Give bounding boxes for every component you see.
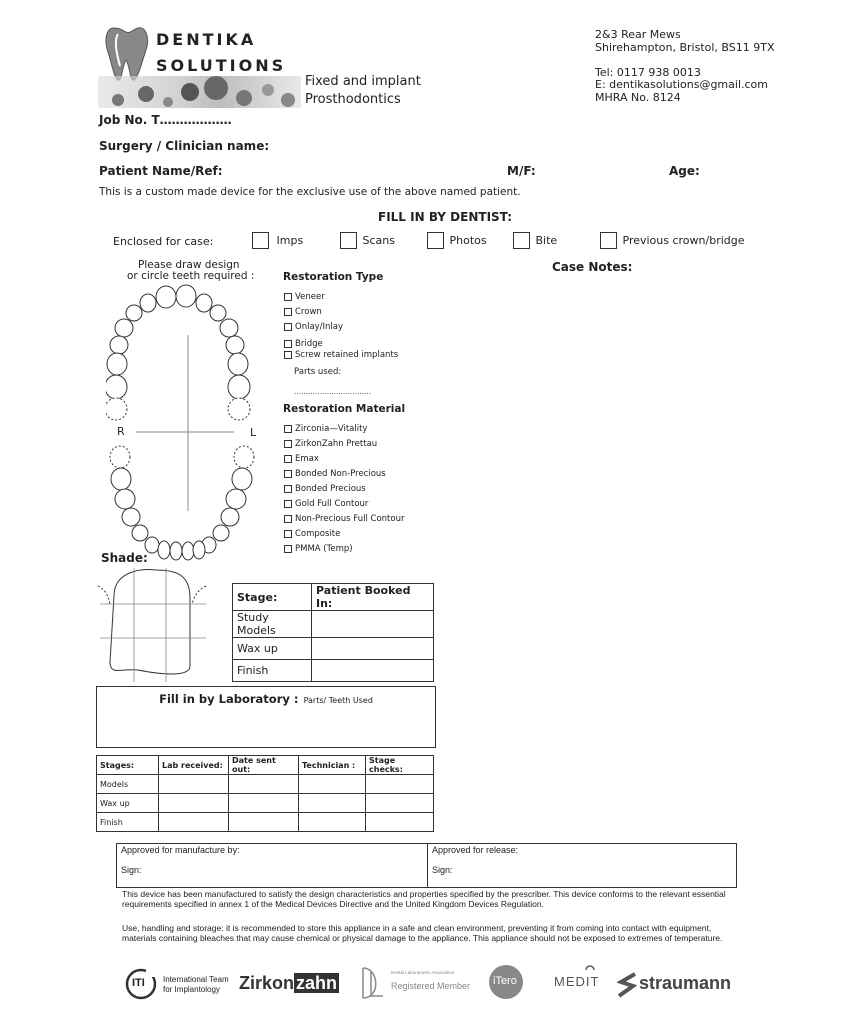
mhra-number: MHRA No. 8124: [595, 91, 681, 104]
material-option[interactable]: [284, 482, 404, 497]
enclosed-photos[interactable]: [427, 232, 487, 249]
option-label: Zirconia—Vitality: [295, 424, 368, 434]
tooth-logo-icon: [104, 22, 158, 84]
sign-release-field[interactable]: Sign:: [432, 865, 453, 875]
checkbox-icon[interactable]: [284, 485, 292, 493]
checkbox-icon[interactable]: [252, 232, 269, 249]
option-label: Emax: [295, 454, 319, 464]
checkbox-icon[interactable]: [284, 293, 292, 301]
address-line2: Shirehampton, Bristol, BS11 9TX: [595, 41, 775, 54]
restoration-type-screw-implants[interactable]: [284, 350, 398, 361]
checkbox-icon[interactable]: [284, 323, 292, 331]
checkbox-icon[interactable]: [284, 515, 292, 523]
lab-cell[interactable]: [159, 794, 229, 813]
lab-title: Fill in by Laboratory :: [159, 692, 299, 706]
checkbox-icon[interactable]: [600, 232, 617, 249]
enclosed-bite[interactable]: [513, 232, 557, 249]
checkbox-icon[interactable]: [284, 455, 292, 463]
tagline-line1: Fixed and implant: [305, 74, 421, 89]
lab-stages-table: [96, 755, 434, 832]
dla-logo: [359, 966, 469, 1000]
dla-line2: Registered Member: [391, 981, 471, 991]
draw-design-line2: or circle teeth required :: [127, 270, 255, 282]
lab-subtitle: Parts/ Teeth Used: [303, 696, 373, 705]
straumann-s-icon: [617, 970, 637, 998]
iti-logo: [124, 967, 232, 1001]
checkbox-icon[interactable]: [284, 440, 292, 448]
medit-arc-icon: [584, 962, 596, 974]
lab-header: Stage checks:: [366, 756, 434, 775]
restoration-type-veneer[interactable]: [284, 290, 398, 305]
shade-heading: Shade:: [101, 551, 148, 565]
option-label: Crown: [295, 307, 322, 317]
itero-text: iTero: [493, 975, 517, 987]
enclosed-imps-label: Imps: [276, 233, 304, 247]
checkbox-icon[interactable]: [513, 232, 530, 249]
restoration-type-onlay[interactable]: [284, 320, 398, 335]
checkbox-icon[interactable]: [284, 470, 292, 478]
checkbox-icon[interactable]: [284, 500, 292, 508]
patient-booked-header: Patient Booked In:: [312, 584, 434, 611]
lab-cell[interactable]: [299, 794, 366, 813]
straumann-text: straumann: [639, 973, 732, 993]
material-option[interactable]: [284, 437, 404, 452]
enclosed-label: Enclosed for case:: [113, 235, 214, 248]
restoration-material-heading: Restoration Material: [283, 403, 406, 415]
material-option[interactable]: [284, 452, 404, 467]
approval-divider: [427, 844, 428, 887]
left-side-label: L: [250, 426, 257, 439]
approved-release-label[interactable]: Approved for release:: [432, 845, 519, 855]
material-option[interactable]: [284, 497, 404, 512]
shade-tooth-diagram[interactable]: [98, 566, 210, 684]
mf-field[interactable]: M/F:: [507, 164, 536, 178]
case-notes-heading: Case Notes:: [552, 260, 633, 274]
restoration-type-list: [284, 290, 398, 361]
patient-name-field[interactable]: Patient Name/Ref:: [99, 164, 223, 178]
surgery-clinician-field[interactable]: Surgery / Clinician name:: [99, 139, 270, 153]
option-label: Screw retained implants: [295, 350, 399, 360]
lab-row-label: Finish: [97, 813, 159, 832]
lab-header: Lab received:: [159, 756, 229, 775]
option-label: PMMA (Temp): [295, 544, 353, 554]
enclosed-scans-label: Scans: [362, 233, 395, 247]
company-logo: [98, 20, 303, 108]
disclaimer-conformity: This device has been manufactured to satisfy the design characteristics and properties specified by the prescriber. This device conforms to the relevant essential requirements specified in annex 1 of the Medical Devices Directive and the United Kingdom Devices Regulation.: [122, 889, 726, 909]
enclosed-photos-label: Photos: [449, 233, 487, 247]
itero-logo: [489, 965, 523, 999]
restoration-type-crown[interactable]: [284, 305, 398, 320]
stage-table: [232, 583, 434, 682]
job-no-field[interactable]: Job No. T………………: [99, 113, 232, 127]
medit-logo: [554, 962, 604, 998]
lab-cell[interactable]: [366, 813, 434, 832]
iti-line2: for Implantology: [163, 985, 220, 994]
stage-row-label: Wax up: [233, 638, 312, 660]
lab-cell[interactable]: [229, 775, 299, 794]
checkbox-icon[interactable]: [284, 545, 292, 553]
stage-header: Stage:: [233, 584, 312, 611]
stage-row-input[interactable]: [312, 611, 434, 638]
option-label: Bonded Precious: [295, 484, 366, 494]
option-label: Bridge: [295, 339, 323, 349]
material-option[interactable]: [284, 512, 404, 527]
option-label: Bonded Non-Precious: [295, 469, 386, 479]
parts-used-field[interactable]: ……………………………: [294, 388, 371, 396]
lab-cell[interactable]: [366, 775, 434, 794]
material-option[interactable]: [284, 422, 404, 437]
lab-cell[interactable]: [159, 775, 229, 794]
medit-text: MEDIT: [554, 974, 600, 989]
stage-row-input[interactable]: [312, 660, 434, 682]
option-label: Composite: [295, 529, 341, 539]
checkbox-icon[interactable]: [284, 530, 292, 538]
restoration-type-bridge[interactable]: [284, 339, 398, 350]
company-name-line1: DENTIKA: [156, 30, 257, 49]
enclosed-scans[interactable]: [340, 232, 395, 249]
checkbox-icon[interactable]: [427, 232, 444, 249]
zahn-text: zahn: [296, 973, 338, 993]
zirkon-text: Zirkon: [239, 973, 295, 993]
approval-box: [116, 843, 737, 888]
material-option[interactable]: [284, 467, 404, 482]
sign-manufacture-field[interactable]: Sign:: [121, 865, 142, 875]
lab-cell[interactable]: [299, 813, 366, 832]
draw-design-line1: Please draw design: [138, 259, 240, 271]
iti-mark: ITI: [132, 977, 145, 989]
checkbox-icon[interactable]: [340, 232, 357, 249]
enclosed-previous-crown[interactable]: [600, 232, 745, 249]
fill-in-dentist-heading: FILL IN BY DENTIST:: [378, 210, 512, 224]
lab-cell[interactable]: [366, 794, 434, 813]
stage-row-label: Finish: [233, 660, 312, 682]
email: E: dentikasolutions@gmail.com: [595, 78, 768, 91]
lab-row-label: Models: [97, 775, 159, 794]
zirkonzahn-logo: [239, 973, 339, 994]
option-label: Veneer: [295, 292, 325, 302]
lab-cell[interactable]: [229, 813, 299, 832]
lab-cell[interactable]: [229, 794, 299, 813]
tel: Tel: 0117 938 0013: [595, 66, 701, 79]
tagline-line2: Prosthodontics: [305, 92, 401, 107]
material-option[interactable]: [284, 527, 404, 542]
lab-cell[interactable]: [159, 813, 229, 832]
lab-cell[interactable]: [299, 775, 366, 794]
right-side-label: R: [117, 425, 125, 438]
dla-line1: Dental Laboratories Association: [391, 970, 455, 975]
lab-parts-box[interactable]: [96, 686, 436, 748]
dla-monogram-icon: [359, 966, 385, 1000]
straumann-logo: [617, 970, 747, 1000]
tooth-chart-diagram[interactable]: [106, 283, 266, 563]
company-name-line2: SOLUTIONS: [156, 56, 287, 75]
enclosed-previous-crown-label: Previous crown/bridge: [622, 233, 745, 247]
checkbox-icon[interactable]: [284, 351, 292, 359]
lab-header: Technician :: [299, 756, 366, 775]
disclaimer-storage: Use, handling and storage: it is recommended to store this appliance in a safe and clean environment, preventing it from coming into contact with equipment, materials containing bleaches that may cause chemical or physical damage to the appliance. This appliance should not be exposed to extremes of temperature.: [122, 923, 723, 943]
checkbox-icon[interactable]: [284, 340, 292, 348]
restoration-type-heading: Restoration Type: [283, 271, 384, 283]
stage-row-input[interactable]: [312, 638, 434, 660]
lab-header: Stages:: [97, 756, 159, 775]
lab-header: Date sent out:: [229, 756, 299, 775]
stage-row-label: Study Models: [233, 611, 312, 638]
option-label: Gold Full Contour: [295, 499, 369, 509]
custom-device-notice: This is a custom made device for the exclusive use of the above named patient.: [99, 186, 521, 198]
option-label: Non-Precious Full Contour: [295, 514, 405, 524]
age-field[interactable]: Age:: [669, 164, 700, 178]
bubbles-icon: [98, 76, 301, 108]
enclosed-imps[interactable]: [252, 232, 303, 249]
enclosed-bite-label: Bite: [535, 233, 558, 247]
approved-manufacture-label[interactable]: Approved for manufacture by:: [121, 845, 240, 855]
lab-row-label: Wax up: [97, 794, 159, 813]
checkbox-icon[interactable]: [284, 308, 292, 316]
restoration-material-list: [284, 422, 404, 557]
iti-line1: International Team: [163, 975, 229, 984]
option-label: Onlay/Inlay: [295, 322, 344, 332]
checkbox-icon[interactable]: [284, 425, 292, 433]
option-label: ZirkonZahn Prettau: [295, 439, 378, 449]
parts-used-label: Parts used:: [294, 367, 342, 377]
material-option[interactable]: [284, 542, 404, 557]
address-line1: 2&3 Rear Mews: [595, 28, 681, 41]
